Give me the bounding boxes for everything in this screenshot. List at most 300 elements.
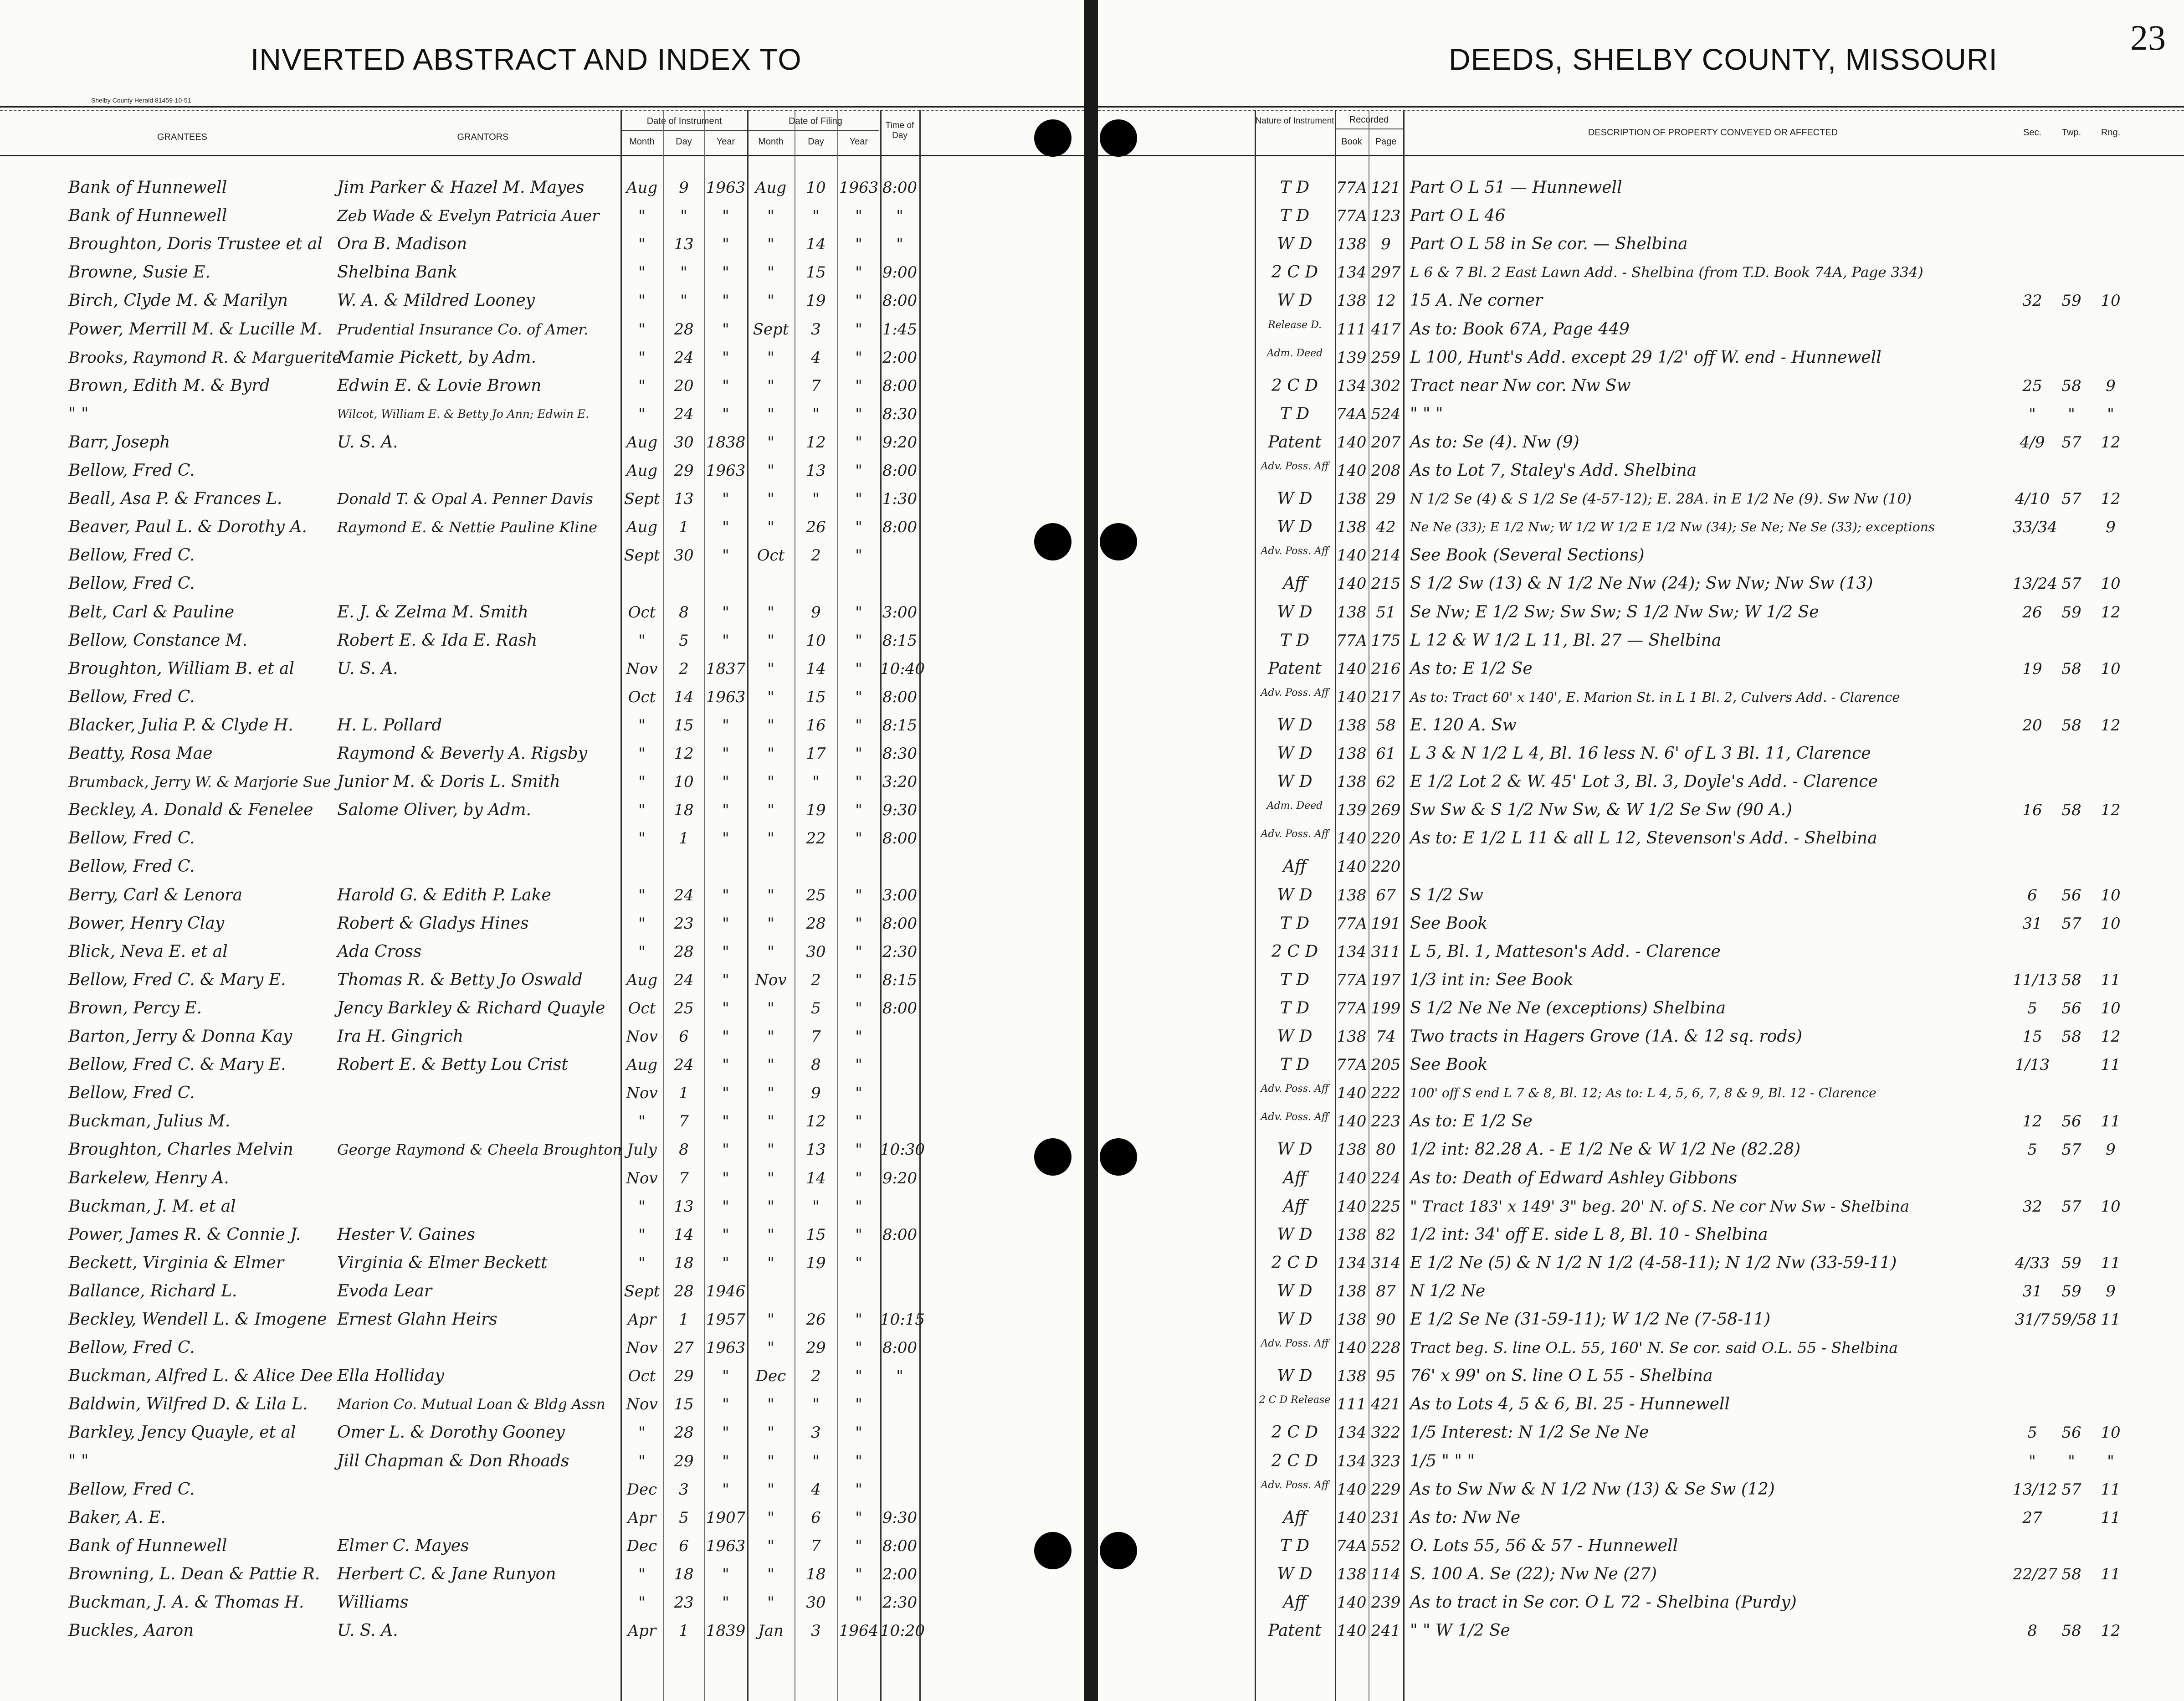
- filing-month-cell: ": [767, 348, 774, 367]
- filing-time-cell: 2:00: [882, 1565, 918, 1583]
- filing-month-cell: ": [767, 914, 774, 933]
- instrument-year-cell: ": [722, 999, 729, 1018]
- filing-year-cell: ": [855, 1254, 862, 1272]
- book-cell: 138: [1337, 1225, 1367, 1244]
- filing-month-cell: ": [767, 376, 774, 395]
- grantee-cell: Power, James R. & Connie J.: [68, 1225, 301, 1244]
- page-cell: 552: [1371, 1537, 1401, 1555]
- filing-day-cell: 15: [806, 688, 826, 706]
- binder-hole: [1034, 1138, 1071, 1176]
- instrument-year-cell: ": [722, 235, 729, 254]
- instrument-month-cell: ": [638, 745, 646, 763]
- instrument-year-cell: 1946: [706, 1282, 746, 1300]
- description-cell: L 3 & N 1/2 L 4, Bl. 16 less N. 6' of L 3 Bl. 11, Clarence: [1410, 744, 1871, 763]
- filing-day-cell: 3: [811, 320, 821, 339]
- grantor-cell: Shelbina Bank: [337, 263, 458, 282]
- instrument-year-cell: ": [722, 716, 729, 735]
- grantee-cell: Bellow, Constance M.: [68, 631, 248, 650]
- header-bottom-rule: [0, 155, 1084, 156]
- instrument-day-cell: 1: [679, 829, 689, 848]
- grantor-cell: Ernest Glahn Heirs: [337, 1310, 497, 1329]
- grantee-cell: Brooks, Raymond R. & Marguerite: [68, 348, 342, 367]
- filing-day-cell: 10: [806, 631, 826, 650]
- rng-cell: 10: [2101, 292, 2121, 310]
- page-cell: 524: [1371, 405, 1401, 423]
- instrument-month-cell: ": [638, 1197, 646, 1216]
- grantor-cell: Junior M. & Doris L. Smith: [337, 772, 560, 791]
- description-cell: As to: Death of Edward Ashley Gibbons: [1410, 1168, 1738, 1187]
- filing-day-cell: ": [812, 490, 820, 509]
- description-cell: Part O L 58 in Se cor. — Shelbina: [1410, 235, 1688, 254]
- rng-cell: 9: [2106, 518, 2116, 537]
- filing-year-cell: ": [855, 1112, 862, 1131]
- sec-cell: ": [2029, 1452, 2036, 1470]
- book-cell: 134: [1337, 376, 1367, 395]
- col-header-page: Page: [1375, 137, 1397, 147]
- filing-day-cell: 30: [806, 942, 826, 961]
- sec-cell: 32: [2022, 1197, 2042, 1216]
- filing-time-cell: 8:30: [882, 405, 918, 423]
- nature-cell: T D: [1280, 914, 1310, 933]
- filing-year-cell: ": [855, 1141, 862, 1159]
- book-cell: 111: [1337, 320, 1367, 339]
- date-header-divider: [620, 130, 879, 131]
- instrument-month-cell: Dec: [626, 1480, 657, 1499]
- grantor-cell: Ira H. Gingrich: [337, 1027, 464, 1046]
- filing-time-cell: 9:20: [882, 1169, 918, 1187]
- grantor-cell: Marion Co. Mutual Loan & Bldg Assn: [337, 1396, 605, 1413]
- filing-day-cell: ": [812, 405, 820, 423]
- filing-month-cell: ": [767, 1565, 774, 1583]
- instrument-day-cell: 10: [674, 773, 694, 791]
- grantee-cell: Bellow, Fred C.: [68, 829, 195, 848]
- description-cell: As to: E 1/2 Se: [1410, 1112, 1533, 1131]
- grantee-cell: Browne, Susie E.: [68, 263, 210, 282]
- instrument-year-cell: ": [722, 829, 729, 848]
- instrument-year-cell: ": [722, 1423, 729, 1442]
- instrument-day-cell: 27: [674, 1339, 694, 1357]
- rng-cell: 12: [2101, 1028, 2121, 1046]
- instrument-month-cell: Aug: [626, 518, 658, 537]
- instrument-year-cell: 1838: [706, 433, 746, 452]
- instrument-day-cell: 28: [674, 1282, 694, 1300]
- grantor-cell: Mamie Pickett, by Adm.: [337, 348, 537, 367]
- instrument-month-cell: ": [638, 716, 646, 735]
- instrument-day-cell: 1: [679, 1310, 689, 1329]
- instrument-month-cell: ": [638, 1593, 646, 1612]
- page-cell: 314: [1371, 1254, 1401, 1272]
- instrument-month-cell: Aug: [626, 179, 658, 197]
- filing-time-cell: 8:00: [882, 1225, 918, 1244]
- header-dash-rule: [0, 110, 1084, 111]
- nature-cell: W D: [1277, 1027, 1312, 1046]
- grantee-cell: Brown, Edith M. & Byrd: [68, 376, 270, 395]
- book-cell: 77A: [1336, 179, 1367, 197]
- page-cell: 61: [1376, 745, 1396, 763]
- filing-year-cell: ": [855, 207, 862, 226]
- grantor-cell: Zeb Wade & Evelyn Patricia Auer: [337, 207, 600, 226]
- filing-month-cell: ": [767, 1310, 774, 1329]
- instrument-month-cell: ": [638, 1112, 646, 1131]
- grantee-cell: Beall, Asa P. & Frances L.: [68, 489, 282, 509]
- description-cell: S 1/2 Sw: [1410, 885, 1483, 904]
- description-cell: As to: Se (4). Nw (9): [1410, 432, 1579, 452]
- description-cell: S. 100 A. Se (22); Nw Ne (27): [1410, 1564, 1657, 1583]
- grantee-cell: Browning, L. Dean & Pattie R.: [68, 1564, 320, 1583]
- instrument-day-cell: 1: [679, 1084, 689, 1103]
- filing-day-cell: 2: [811, 1367, 821, 1386]
- instrument-month-cell: ": [638, 292, 646, 310]
- description-cell: " Tract 183' x 149' 3" beg. 20' N. of S. Ne cor Nw Sw - Shelbina: [1410, 1197, 1910, 1216]
- grantee-cell: Bellow, Fred C.: [68, 687, 195, 706]
- page-cell: 80: [1376, 1141, 1396, 1159]
- instrument-month-cell: ": [638, 376, 646, 395]
- nature-cell: W D: [1277, 744, 1312, 763]
- grantor-cell: Jency Barkley & Richard Quayle: [337, 998, 605, 1018]
- book-cell: 139: [1337, 348, 1367, 367]
- page-cell: 228: [1371, 1339, 1401, 1357]
- nature-cell: Patent: [1268, 432, 1322, 452]
- description-cell: L 100, Hunt's Add. except 29 1/2' off W. end - Hunnewell: [1410, 348, 1882, 367]
- nature-cell: W D: [1277, 1140, 1312, 1159]
- filing-year-cell: ": [855, 1395, 862, 1414]
- book-cell: 134: [1337, 263, 1367, 282]
- filing-year-cell: ": [855, 942, 862, 961]
- twp-cell: ": [2068, 1452, 2075, 1470]
- instrument-month-cell: ": [638, 263, 646, 282]
- filing-time-cell: ": [896, 207, 903, 226]
- grantee-cell: Barr, Joseph: [68, 432, 170, 452]
- sec-cell: 1/13: [2015, 1056, 2050, 1074]
- instrument-month-cell: ": [638, 405, 646, 423]
- instrument-year-cell: 1963: [706, 1537, 746, 1555]
- rng-cell: 10: [2101, 659, 2121, 678]
- nature-cell: 2 C D: [1271, 1451, 1318, 1470]
- instrument-year-cell: ": [722, 942, 729, 961]
- twp-cell: 59/58: [2052, 1310, 2097, 1329]
- filing-month-cell: Dec: [755, 1367, 786, 1386]
- grantor-cell: Ada Cross: [337, 942, 422, 961]
- sec-cell: 31/7: [2015, 1310, 2050, 1329]
- instrument-day-cell: 30: [674, 433, 694, 452]
- instrument-day-cell: 28: [674, 942, 694, 961]
- page-cell: 42: [1376, 518, 1396, 537]
- sec-cell: 31: [2022, 914, 2042, 933]
- page-cell: 215: [1371, 575, 1401, 593]
- filing-day-cell: 7: [811, 1537, 821, 1555]
- filing-year-cell: ": [855, 659, 862, 678]
- filing-month-cell: ": [767, 688, 774, 706]
- nature-cell: W D: [1277, 715, 1312, 735]
- filing-month-cell: ": [767, 1056, 774, 1074]
- nature-cell: Aff: [1283, 574, 1307, 593]
- page-cell: 323: [1371, 1452, 1401, 1470]
- rng-cell: 10: [2101, 914, 2121, 933]
- description-cell: Part O L 46: [1410, 206, 1506, 226]
- filing-year-cell: ": [855, 716, 862, 735]
- filing-month-cell: ": [767, 1112, 774, 1131]
- sec-cell: 13/12: [2013, 1480, 2057, 1499]
- grantee-cell: Ballance, Richard L.: [68, 1281, 237, 1300]
- filing-time-cell: 8:00: [882, 914, 918, 933]
- page-gutter: [1084, 0, 1098, 1701]
- book-cell: 140: [1337, 575, 1367, 593]
- description-cell: " " ": [1410, 404, 1443, 423]
- filing-month-cell: ": [767, 886, 774, 904]
- nature-cell: 2 C D: [1271, 1253, 1318, 1272]
- binder-hole: [1034, 119, 1071, 157]
- page-cell: 51: [1376, 603, 1396, 622]
- twp-cell: 56: [2061, 1112, 2081, 1131]
- filing-time-cell: 8:15: [882, 716, 918, 735]
- nature-cell: 2 C D: [1271, 376, 1318, 395]
- filing-year-cell: ": [855, 1056, 862, 1074]
- col-header-grantees: GRANTEES: [157, 132, 208, 142]
- nature-cell: W D: [1277, 1564, 1312, 1583]
- description-cell: As to Lots 4, 5 & 6, Bl. 25 - Hunnewell: [1410, 1395, 1730, 1414]
- rng-cell: 9: [2106, 1141, 2116, 1159]
- col-header-date-instrument: Date of Instrument: [646, 116, 722, 126]
- instrument-day-cell: 20: [674, 376, 694, 395]
- rng-cell: 10: [2101, 575, 2121, 593]
- instrument-month-cell: July: [627, 1141, 657, 1159]
- grantor-cell: Robert E. & Ida E. Rash: [337, 631, 538, 650]
- sec-cell: 4/9: [2020, 433, 2045, 452]
- filing-month-cell: ": [767, 999, 774, 1018]
- filing-year-cell: ": [855, 1225, 862, 1244]
- sec-cell: 25: [2022, 376, 2042, 395]
- instrument-month-cell: Oct: [628, 688, 656, 706]
- filing-time-cell: 8:00: [882, 688, 918, 706]
- description-cell: As to: Nw Ne: [1410, 1508, 1521, 1527]
- nature-cell: Adv. Poss. Aff: [1261, 687, 1329, 699]
- filing-day-cell: 8: [811, 1056, 821, 1074]
- instrument-month-cell: ": [638, 1225, 646, 1244]
- instrument-year-cell: 1963: [706, 688, 746, 706]
- description-cell: S 1/2 Ne Ne Ne (exceptions) Shelbina: [1410, 998, 1726, 1018]
- instrument-month-cell: Aug: [626, 1056, 658, 1074]
- instrument-month-cell: ": [638, 235, 646, 254]
- twp-cell: 56: [2061, 1423, 2081, 1442]
- description-cell: 1/2 int: 82.28 A. - E 1/2 Ne & W 1/2 Ne (82.28): [1410, 1140, 1801, 1159]
- filing-day-cell: ": [812, 1197, 820, 1216]
- header-rule: [0, 106, 1084, 108]
- book-cell: 138: [1337, 518, 1367, 537]
- instrument-month-cell: Aug: [626, 462, 658, 480]
- nature-cell: W D: [1277, 1310, 1312, 1329]
- instrument-day-cell: 14: [674, 1225, 694, 1244]
- filing-month-cell: ": [767, 1593, 774, 1612]
- filing-day-cell: 30: [806, 1593, 826, 1612]
- grantor-cell: Jim Parker & Hazel M. Mayes: [337, 178, 584, 197]
- filing-month-cell: ": [767, 207, 774, 226]
- instrument-month-cell: ": [638, 829, 646, 848]
- page-cell: 214: [1371, 546, 1401, 565]
- grantee-cell: " ": [68, 404, 89, 423]
- filing-time-cell: 9:30: [882, 1508, 918, 1527]
- twp-cell: 56: [2061, 886, 2081, 904]
- col-line: [919, 110, 921, 1701]
- instrument-day-cell: 28: [674, 320, 694, 339]
- grantee-cell: Baker, A. E.: [68, 1508, 166, 1527]
- filing-day-cell: 9: [811, 1084, 821, 1103]
- filing-year-cell: ": [855, 292, 862, 310]
- sec-cell: 11/13: [2013, 971, 2057, 989]
- book-cell: 140: [1337, 1084, 1367, 1103]
- instrument-day-cell: 24: [674, 1056, 694, 1074]
- instrument-month-cell: Sept: [624, 546, 660, 565]
- sec-cell: 31: [2022, 1282, 2042, 1300]
- book-cell: 138: [1337, 745, 1367, 763]
- sec-cell: 5: [2027, 1423, 2037, 1442]
- filing-day-cell: 19: [806, 1254, 826, 1272]
- grantee-cell: Birch, Clyde M. & Marilyn: [68, 291, 288, 310]
- header-rule: [1098, 106, 2184, 108]
- col-header-month-2: Month: [758, 137, 784, 147]
- book-cell: 139: [1337, 801, 1367, 820]
- instrument-month-cell: Nov: [626, 1395, 658, 1414]
- col-header-sec: Sec.: [2023, 128, 2042, 138]
- filing-day-cell: 19: [806, 292, 826, 310]
- book-cell: 140: [1337, 1508, 1367, 1527]
- description-cell: E 1/2 Se Ne (31-59-11); W 1/2 Ne (7-58-11): [1410, 1310, 1771, 1329]
- filing-time-cell: 10:20: [880, 1622, 925, 1640]
- grantor-cell: Omer L. & Dorothy Gooney: [337, 1423, 565, 1442]
- nature-cell: T D: [1280, 404, 1310, 423]
- filing-time-cell: 8:00: [882, 179, 918, 197]
- nature-cell: W D: [1277, 602, 1312, 622]
- instrument-day-cell: 28: [674, 1423, 694, 1442]
- filing-year-cell: ": [855, 1593, 862, 1612]
- twp-cell: 59: [2061, 1282, 2081, 1300]
- sec-cell: 4/33: [2015, 1254, 2050, 1272]
- instrument-month-cell: Apr: [627, 1508, 656, 1527]
- filing-month-cell: ": [767, 829, 774, 848]
- instrument-day-cell: ": [680, 207, 687, 226]
- nature-cell: 2 C D: [1271, 942, 1318, 961]
- instrument-day-cell: 18: [674, 1254, 694, 1272]
- book-cell: 138: [1337, 292, 1367, 310]
- filing-year-cell: ": [855, 1452, 862, 1470]
- description-cell: 15 A. Ne corner: [1410, 291, 1543, 310]
- nature-cell: Adv. Poss. Aff: [1261, 461, 1329, 472]
- book-cell: 77A: [1336, 999, 1367, 1018]
- instrument-year-cell: ": [722, 745, 729, 763]
- instrument-month-cell: Aug: [626, 433, 658, 452]
- filing-month-cell: ": [767, 1508, 774, 1527]
- grantor-cell: Herbert C. & Jane Runyon: [337, 1564, 556, 1583]
- page-number: 23: [2130, 18, 2166, 57]
- grantee-cell: Beckley, Wendell L. & Imogene: [68, 1310, 327, 1329]
- instrument-day-cell: 9: [679, 179, 689, 197]
- filing-year-cell: ": [855, 801, 862, 820]
- col-line: [1403, 110, 1405, 1701]
- description-cell: See Book: [1410, 914, 1488, 933]
- filing-year-cell: ": [855, 773, 862, 791]
- filing-day-cell: 12: [806, 433, 826, 452]
- rng-cell: 12: [2101, 433, 2121, 452]
- rng-cell: 9: [2106, 376, 2116, 395]
- description-cell: 1/5 Interest: N 1/2 Se Ne Ne: [1410, 1423, 1649, 1442]
- filing-year-cell: ": [855, 1537, 862, 1555]
- filing-time-cell: 2:30: [882, 1593, 918, 1612]
- filing-year-cell: ": [855, 1480, 862, 1499]
- col-header-description: DESCRIPTION OF PROPERTY CONVEYED OR AFFECTED: [1588, 128, 1838, 138]
- page-cell: 197: [1371, 971, 1401, 989]
- description-cell: O. Lots 55, 56 & 57 - Hunnewell: [1410, 1536, 1678, 1555]
- filing-time-cell: 8:00: [882, 829, 918, 848]
- instrument-day-cell: 29: [674, 1367, 694, 1386]
- book-cell: 138: [1337, 1310, 1367, 1329]
- grantee-cell: Power, Merrill M. & Lucille M.: [68, 319, 323, 339]
- instrument-day-cell: 1: [679, 518, 689, 537]
- left-page: [0, 0, 1084, 1701]
- grantor-cell: Raymond & Beverly A. Rigsby: [337, 744, 588, 763]
- filing-time-cell: 9:20: [882, 433, 918, 452]
- instrument-month-cell: Nov: [626, 1169, 658, 1187]
- nature-cell: Patent: [1268, 659, 1322, 678]
- page-cell: 302: [1371, 376, 1401, 395]
- nature-cell: W D: [1277, 518, 1312, 537]
- nature-cell: W D: [1277, 1367, 1312, 1386]
- book-cell: 74A: [1336, 1537, 1367, 1555]
- book-cell: 138: [1337, 603, 1367, 622]
- instrument-year-cell: 1963: [706, 1339, 746, 1357]
- filing-day-cell: 18: [806, 1565, 826, 1583]
- nature-cell: Adv. Poss. Aff: [1261, 1479, 1329, 1491]
- nature-cell: Patent: [1268, 1621, 1322, 1640]
- grantee-cell: Buckman, Julius M.: [68, 1112, 231, 1131]
- col-header-day-1: Day: [676, 137, 692, 147]
- book-cell: 140: [1337, 1622, 1367, 1640]
- instrument-year-cell: ": [722, 348, 729, 367]
- grantor-cell: Robert & Gladys Hines: [337, 914, 529, 933]
- instrument-year-cell: 1837: [706, 659, 746, 678]
- filing-month-cell: ": [767, 490, 774, 509]
- instrument-day-cell: 7: [679, 1169, 689, 1187]
- filing-day-cell: 7: [811, 376, 821, 395]
- grantee-cell: Buckles, Aaron: [68, 1621, 194, 1640]
- page-cell: 225: [1371, 1197, 1401, 1216]
- nature-cell: Release D.: [1268, 319, 1322, 331]
- sec-cell: 4/10: [2015, 490, 2050, 509]
- filing-day-cell: 4: [811, 348, 821, 367]
- nature-cell: T D: [1280, 631, 1310, 650]
- page-cell: 208: [1371, 462, 1401, 480]
- grantee-cell: Bellow, Fred C.: [68, 546, 195, 565]
- sec-cell: ": [2029, 405, 2036, 423]
- instrument-day-cell: 29: [674, 462, 694, 480]
- filing-year-cell: ": [855, 1084, 862, 1103]
- instrument-month-cell: Nov: [626, 1084, 658, 1103]
- description-cell: Two tracts in Hagers Grove (1A. & 12 sq. rods): [1410, 1027, 1802, 1046]
- page-cell: 417: [1371, 320, 1401, 339]
- book-cell: 140: [1337, 688, 1367, 706]
- page-cell: 121: [1371, 179, 1401, 197]
- instrument-day-cell: 24: [674, 971, 694, 989]
- grantee-cell: Bank of Hunnewell: [68, 1536, 227, 1555]
- filing-month-cell: ": [767, 659, 774, 678]
- grantor-cell: Ora B. Madison: [337, 235, 467, 254]
- filing-month-cell: ": [767, 745, 774, 763]
- instrument-day-cell: ": [680, 292, 687, 310]
- filing-time-cell: 2:00: [882, 348, 918, 367]
- grantee-cell: Bank of Hunnewell: [68, 178, 227, 197]
- filing-day-cell: 22: [806, 829, 826, 848]
- printer-imprint: Shelby County Herald 81459-10-51: [91, 97, 191, 104]
- twp-cell: 58: [2061, 1028, 2081, 1046]
- sec-cell: 27: [2022, 1508, 2042, 1527]
